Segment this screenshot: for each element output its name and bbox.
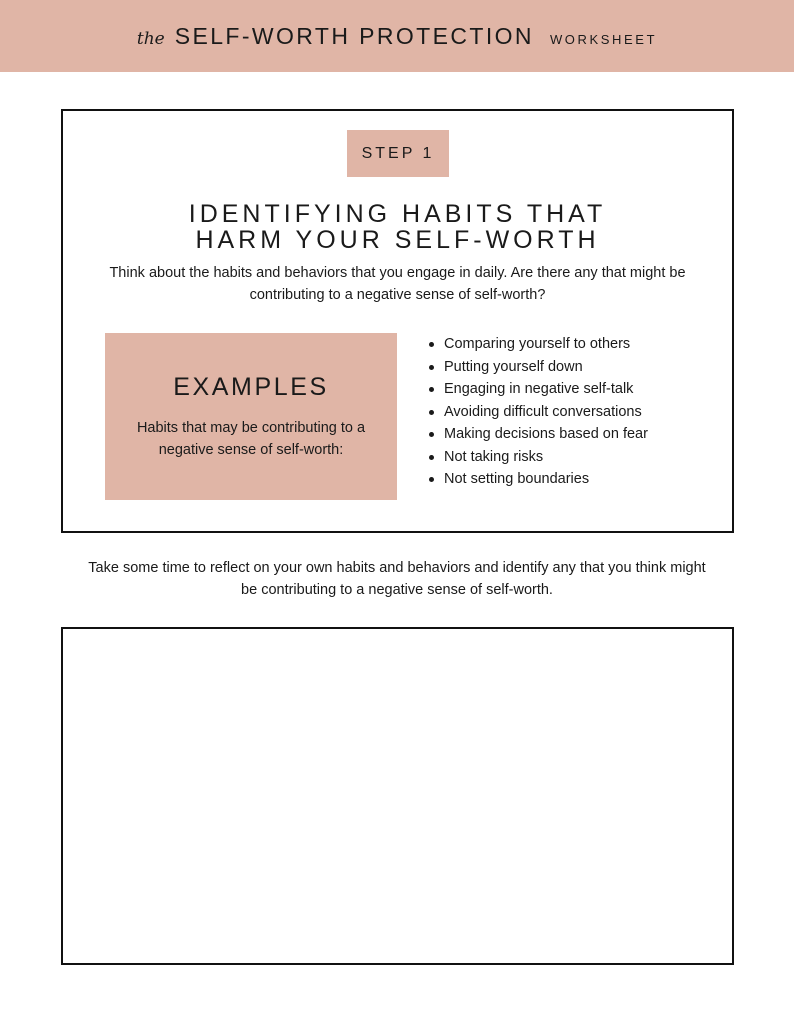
step-1-panel [61, 109, 734, 533]
list-item: Not taking risks [427, 446, 648, 469]
step-title-line-2: HARM YOUR SELF-WORTH [195, 226, 600, 254]
header-subtitle: WORKSHEET [549, 31, 658, 47]
step-title [63, 201, 732, 253]
header-title: SELF-WORTH PROTECTION [174, 22, 534, 49]
reflection-prompt: Take some time to reflect on your own habits and behaviors and identify any that you think might be contributing to a negative sense of self-worth. [88, 560, 706, 598]
header-banner [0, 0, 794, 72]
header-title-group [137, 23, 657, 50]
examples-description: Habits that may be contributing to a negative sense of self-worth: [136, 420, 366, 458]
step-badge: STEP 1 [347, 130, 449, 177]
list-item: Comparing yourself to others [427, 333, 648, 356]
reflection-answer-box[interactable] [61, 627, 734, 965]
list-item: Putting yourself down [427, 356, 648, 379]
examples-title: EXAMPLES [173, 373, 329, 401]
list-item: Making decisions based on fear [427, 423, 648, 446]
list-item: Engaging in negative self-talk [427, 378, 648, 401]
list-item: Not setting boundaries [427, 468, 648, 491]
examples-list [427, 333, 648, 491]
examples-card [105, 333, 397, 500]
step-description: Think about the habits and behaviors that you engage in daily. Are there any that might be contributing to a negative sense of self-worth? [109, 265, 686, 303]
header-prefix: the [136, 28, 165, 49]
list-item: Avoiding difficult conversations [427, 401, 648, 424]
step-title-line-1: IDENTIFYING HABITS THAT [188, 200, 607, 228]
